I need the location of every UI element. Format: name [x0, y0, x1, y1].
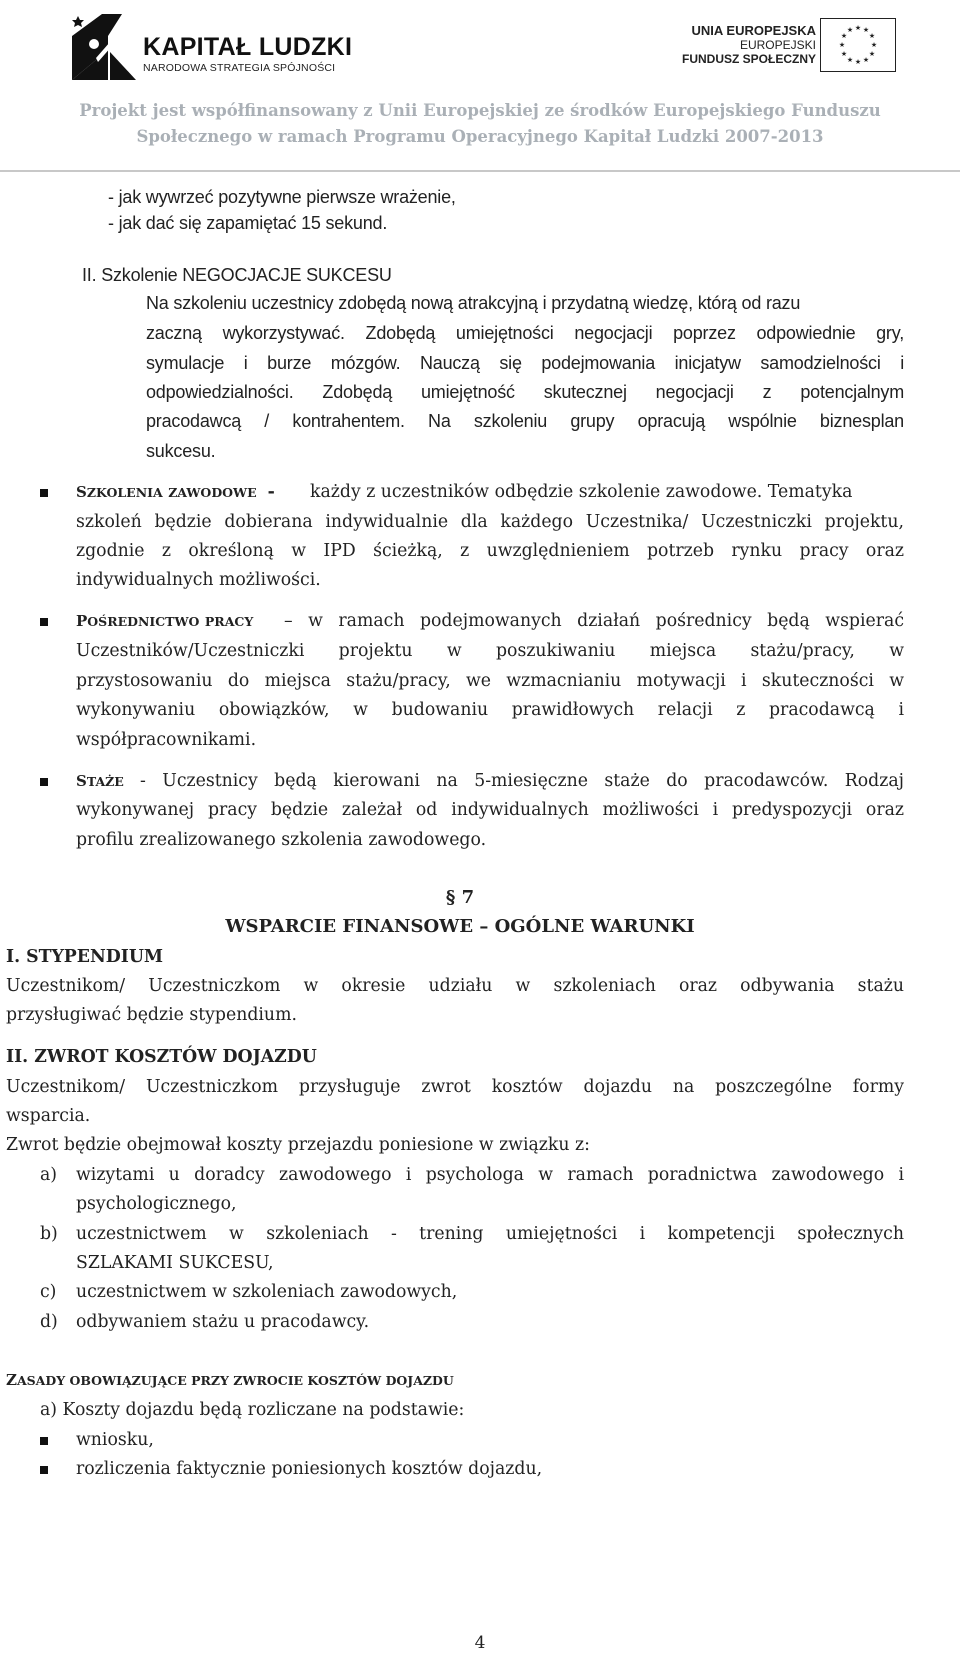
- posrednictwo-line5: współpracownikami.: [76, 730, 257, 750]
- section-title: WSPARCIE FINANSOWE – OGÓLNE WARUNKI: [225, 916, 695, 937]
- szkolenia-zawodowe-line3: zgodnie z określoną w IPD ścieżką, z uwzględnieniem potrzeb rynku pracy oraz: [76, 541, 904, 561]
- negocjacje-line3: symulacje i burze mózgów. Nauczą się podejmowania inicjatyw samodzielności i: [146, 353, 904, 373]
- funding-statement: [0, 98, 960, 150]
- kapital-ludzki-emblem-icon: [64, 6, 144, 86]
- staze-line1: - Uczestnicy będą kierowani na 5-miesięczne staże do pracodawców. Rodzaj: [140, 771, 904, 791]
- bullet-icon: [40, 1437, 48, 1445]
- list-marker: c): [40, 1282, 57, 1302]
- kapital-ludzki-logo: [64, 6, 354, 86]
- intro-line2: - jak dać się zapamiętać 15 sekund.: [108, 213, 388, 233]
- svg-text:★: ★: [868, 50, 876, 58]
- zwrot-line2: wsparcia.: [6, 1106, 91, 1126]
- list-item-c: uczestnictwem w szkoleniach zawodowych,: [76, 1282, 458, 1302]
- staze-line2: wykonywanej pracy będzie zależał od indywidualnych możliwości i predyspozycji oraz: [76, 800, 904, 820]
- posrednictwo-line4: wykonywaniu obowiązków, w budowaniu prawidłowych relacji z pracodawcą i: [76, 700, 904, 720]
- szkolenia-zawodowe-line2: szkoleń będzie dobierana indywidualnie dla każdego Uczestnika/ Uczestniczki projektu,: [76, 512, 904, 532]
- szkolenia-zawodowe-title: SZKOLENIA ZAWODOWE -: [76, 482, 275, 502]
- negocjacje-line5: pracodawcą / kontrahentem. Na szkoleniu grupy opracują wspólnie biznesplan: [146, 411, 904, 431]
- eu-flag-icon: [820, 18, 896, 72]
- szkolenia-zawodowe-line1: każdy z uczestników odbędzie szkolenie zawodowe. Tematyka: [310, 482, 853, 502]
- kl-subtitle: NARODOWA STRATEGIA SPÓJNOŚCI: [143, 62, 336, 74]
- zwrot-heading: II. ZWROT KOSZTÓW DOJAZDU: [6, 1047, 317, 1067]
- list-item-d: odbywaniem stażu u pracodawcy.: [76, 1312, 370, 1332]
- svg-text:★: ★: [840, 32, 848, 40]
- list-item-a-line1: wizytami u doradcy zawodowego i psychologa w ramach poradnictwa zawodowego i: [76, 1165, 904, 1185]
- svg-text:★: ★: [838, 41, 846, 49]
- zwrot-line1: Uczestnikom/ Uczestniczkom przysługuje zwrot kosztów dojazdu na poszczególne formy: [6, 1077, 904, 1097]
- posrednictwo-line1: – w ramach podejmowanych działań pośrednicy będą wspierać: [284, 611, 904, 631]
- zwrot-line3: Zwrot będzie obejmował koszty przejazdu poniesione w związku z:: [6, 1135, 590, 1155]
- bullet-icon: [40, 1466, 48, 1474]
- bullet-icon: [40, 618, 48, 626]
- stypendium-line2: przysługiwać będzie stypendium.: [6, 1005, 297, 1025]
- svg-text:★: ★: [846, 56, 854, 64]
- staze-title: STAŻE: [76, 772, 124, 790]
- eu-line2: EUROPEJSKI: [739, 38, 816, 52]
- list-marker: b): [40, 1224, 58, 1244]
- svg-text:★: ★: [854, 58, 862, 66]
- staze-line3: profilu zrealizowanego szkolenia zawodowego.: [76, 830, 487, 850]
- posrednictwo-title: POŚREDNICTWO PRACY: [76, 612, 254, 630]
- eu-line3: FUNDUSZ SPOŁECZNY: [681, 52, 816, 66]
- intro-line1: - jak wywrzeć pozytywne pierwsze wrażenie,: [108, 187, 456, 207]
- kl-title: KAPITAŁ LUDZKI: [143, 33, 353, 61]
- list-marker: a): [40, 1165, 58, 1185]
- page-number: 4: [474, 1633, 486, 1653]
- svg-text:★: ★: [862, 26, 870, 34]
- posrednictwo-line3: przystosowaniu do miejsca stażu/pracy, we wzmacnianiu motywacji i skuteczności w: [76, 671, 904, 691]
- zasady-bullet2: rozliczenia faktycznie poniesionych kosztów dojazdu,: [76, 1459, 543, 1479]
- svg-text:★: ★: [870, 41, 878, 49]
- negocjacje-heading: II. Szkolenie NEGOCJACJE SUKCESU: [82, 265, 392, 285]
- negocjacje-line6: sukcesu.: [146, 441, 216, 461]
- document-header: [0, 0, 960, 172]
- zasady-heading: ZASADY OBOWIĄZUJĄCE PRZY ZWROCIE KOSZTÓW DOJAZDU: [6, 1371, 454, 1389]
- list-item-b-line2: SZLAKAMI SUKCESU,: [76, 1253, 274, 1273]
- negocjacje-line2: zaczną wykorzystywać. Zdobędą umiejętności negocjacji poprzez odpowiednie gry,: [146, 323, 904, 343]
- svg-text:★: ★: [846, 26, 854, 34]
- zasady-bullet1: wniosku,: [76, 1430, 154, 1450]
- posrednictwo-line2: Uczestników/Uczestniczki projektu w poszukiwaniu miejsca stażu/pracy, w: [76, 641, 904, 661]
- stypendium-heading: I. STYPENDIUM: [6, 947, 164, 967]
- svg-text:★: ★: [854, 24, 862, 32]
- bullet-icon: [40, 489, 48, 497]
- szkolenia-zawodowe-line4: indywidualnych możliwości.: [76, 570, 321, 590]
- bullet-icon: [40, 778, 48, 786]
- funding-line2: Społecznego w ramach Programu Operacyjnego Kapitał Ludzki 2007-2013: [136, 127, 824, 146]
- eu-line1: UNIA EUROPEJSKA: [691, 23, 816, 38]
- header-divider: [0, 170, 960, 172]
- svg-text:★: ★: [840, 50, 848, 58]
- svg-text:★: ★: [868, 32, 876, 40]
- section-number: § 7: [445, 887, 475, 908]
- negocjacje-line4: odpowiedzialności. Zdobędą umiejętność skutecznej negocjacji z potencjalnym: [146, 382, 904, 402]
- svg-text:★: ★: [862, 56, 870, 64]
- list-item-a-line2: psychologicznego,: [76, 1194, 237, 1214]
- stypendium-line1: Uczestnikom/ Uczestniczkom w okresie udziału w szkoleniach oraz odbywania stażu: [6, 976, 904, 996]
- funding-line1: Projekt jest współfinansowany z Unii Europejskiej ze środków Europejskiego Funduszu: [79, 101, 881, 120]
- list-item-b-line1: uczestnictwem w szkoleniach - trening umiejętności i kompetencji społecznych: [76, 1224, 904, 1244]
- list-marker: d): [40, 1312, 58, 1332]
- zasady-intro: a) Koszty dojazdu będą rozliczane na podstawie:: [40, 1400, 465, 1420]
- eu-logo: [670, 18, 920, 78]
- negocjacje-line1: Na szkoleniu uczestnicy zdobędą nową atrakcyjną i przydatną wiedzę, którą od razu: [146, 293, 801, 313]
